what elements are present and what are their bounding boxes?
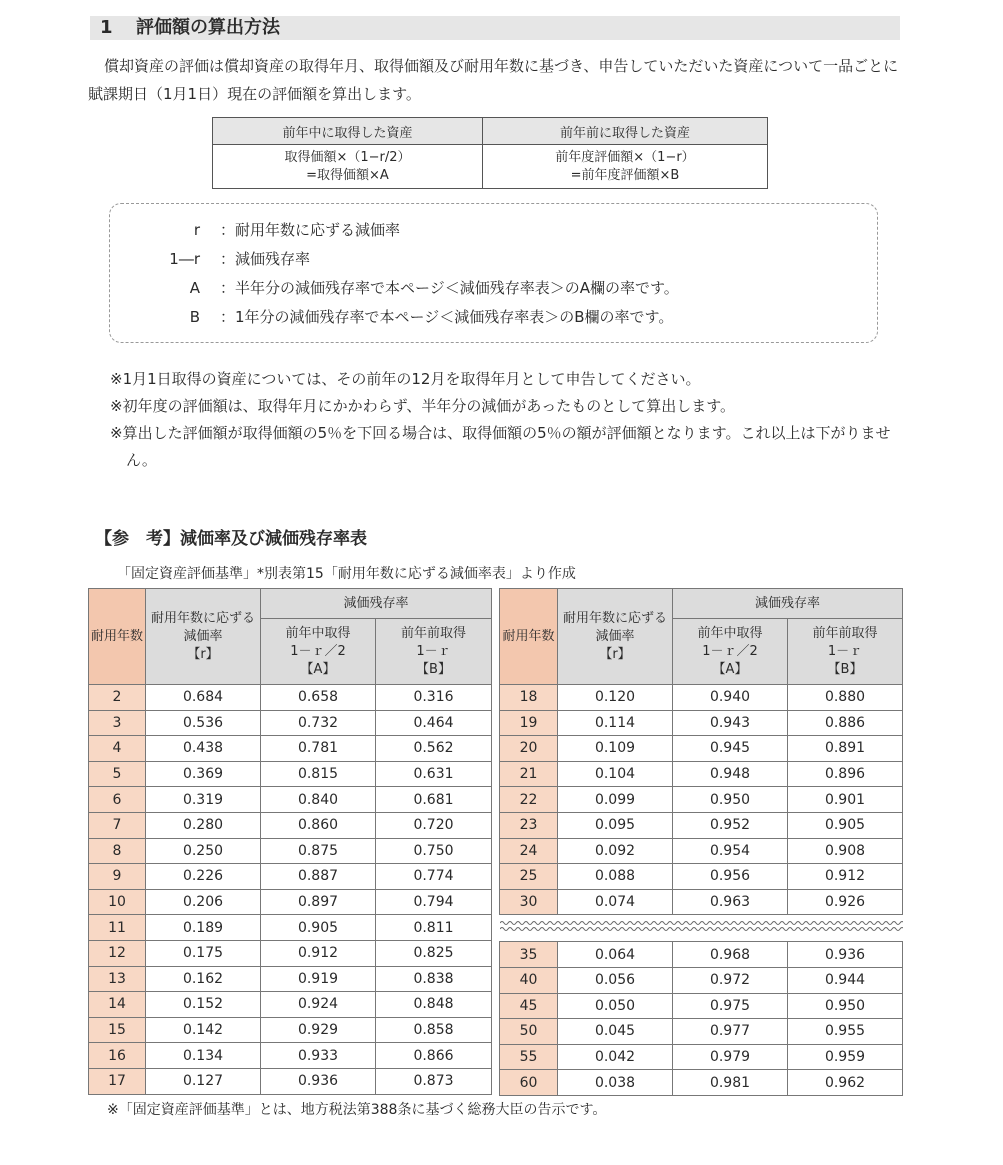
table-cell: 0.050 <box>558 993 673 1019</box>
header-rate-label: 耐用年数に応ずる減価率 <box>150 610 255 644</box>
table-cell: 0.064 <box>558 942 673 968</box>
legend-symbol: r <box>193 221 200 239</box>
rate-table-right-body <box>500 685 903 1096</box>
table-cell: 0.860 <box>261 812 376 838</box>
table-cell: 0.929 <box>261 1017 376 1043</box>
table-cell: 0.464 <box>376 710 492 736</box>
section-title: 評価額の算出方法 <box>136 17 280 38</box>
table-cell: 0.438 <box>146 736 261 762</box>
table-cell: 0.954 <box>673 838 788 864</box>
table-cell: 0.142 <box>146 1017 261 1043</box>
table-cell: 0.924 <box>261 992 376 1018</box>
header-rate-label: 耐用年数に応ずる減価率 <box>562 610 667 644</box>
section-heading <box>90 16 900 40</box>
table-cell: 0.948 <box>673 761 788 787</box>
cell-years: 2 <box>89 685 146 711</box>
header-col-a-formula: 1－ｒ／2 <box>290 643 346 659</box>
header-col-b-label: 前年前取得 <box>401 625 467 641</box>
table-cell: 0.905 <box>261 915 376 941</box>
table-cell: 0.732 <box>261 710 376 736</box>
rate-table-right <box>499 588 903 1096</box>
header-rate <box>146 589 261 685</box>
notes-list <box>110 366 905 474</box>
legend-text: ：半年分の減価残存率で本ページ＜減価残存率表＞のA欄の率です。 <box>220 279 679 297</box>
table-cell: 0.562 <box>376 736 492 762</box>
table-cell: 0.099 <box>558 787 673 813</box>
table-cell: 0.848 <box>376 992 492 1018</box>
table-cell: 0.114 <box>558 710 673 736</box>
header-residual: 減価残存率 <box>673 589 903 619</box>
table-cell: 0.955 <box>788 1019 903 1045</box>
table-cell: 0.045 <box>558 1019 673 1045</box>
table-cell: 0.873 <box>376 1068 492 1094</box>
cell-years: 60 <box>500 1070 558 1096</box>
table-row <box>89 838 492 864</box>
cell-years: 40 <box>500 967 558 993</box>
legend-text: ：耐用年数に応ずる減価率 <box>220 221 401 239</box>
table-row <box>500 761 903 787</box>
cell-years: 22 <box>500 787 558 813</box>
table-cell: 0.933 <box>261 1043 376 1069</box>
table-cell: 0.975 <box>673 993 788 1019</box>
formula-cell-current <box>213 145 483 189</box>
table-row <box>500 864 903 890</box>
table-row <box>89 812 492 838</box>
table-row <box>500 1019 903 1045</box>
table-cell: 0.720 <box>376 812 492 838</box>
header-rate <box>558 589 673 685</box>
table-row <box>500 838 903 864</box>
table-cell: 0.977 <box>673 1019 788 1045</box>
header-col-b-symbol: 【B】 <box>827 661 863 677</box>
table-cell: 0.189 <box>146 915 261 941</box>
table-cell: 0.316 <box>376 685 492 711</box>
cell-years: 15 <box>89 1017 146 1043</box>
table-cell: 0.962 <box>788 1070 903 1096</box>
table-cell: 0.926 <box>788 889 903 915</box>
table-cell: 0.175 <box>146 940 261 966</box>
section-number: 1 <box>100 17 113 38</box>
wavy-line-icon <box>500 915 903 937</box>
table-row <box>500 812 903 838</box>
table-cell: 0.840 <box>261 787 376 813</box>
formula-table <box>212 117 768 189</box>
table-cell: 0.038 <box>558 1070 673 1096</box>
table-row <box>89 1043 492 1069</box>
cell-years: 55 <box>500 1044 558 1070</box>
table-cell: 0.981 <box>673 1070 788 1096</box>
cell-years: 7 <box>89 812 146 838</box>
table-cell: 0.886 <box>788 710 903 736</box>
table-cell: 0.897 <box>261 889 376 915</box>
table-cell: 0.912 <box>261 940 376 966</box>
table-cell: 0.945 <box>673 736 788 762</box>
rate-table-left <box>88 588 492 1095</box>
formula-line: 取得価額×（1−r/2） <box>284 150 411 165</box>
note-item: ※算出した評価額が取得価額の5％を下回る場合は、取得価額の5％の額が評価額となります。これ以上は下がりません。 <box>110 424 891 469</box>
table-cell: 0.880 <box>788 685 903 711</box>
table-row <box>89 940 492 966</box>
table-cell: 0.042 <box>558 1044 673 1070</box>
table-cell: 0.774 <box>376 864 492 890</box>
cell-years: 11 <box>89 915 146 941</box>
cell-years: 30 <box>500 889 558 915</box>
cell-years: 21 <box>500 761 558 787</box>
table-cell: 0.912 <box>788 864 903 890</box>
header-col-a-symbol: 【A】 <box>300 661 336 677</box>
cell-years: 35 <box>500 942 558 968</box>
table-cell: 0.120 <box>558 685 673 711</box>
header-rate-symbol: 【r】 <box>599 646 631 662</box>
cell-years: 20 <box>500 736 558 762</box>
footnote: ※「固定資産評価基準」とは、地方税法第388条に基づく総務大臣の告示です。 <box>107 1102 607 1118</box>
legend-symbol: B <box>189 308 200 326</box>
rate-table-left-body <box>89 685 492 1095</box>
formula-header-previous: 前年前に取得した資産 <box>482 118 767 145</box>
table-cell: 0.206 <box>146 889 261 915</box>
table-cell: 0.319 <box>146 787 261 813</box>
table-row <box>89 761 492 787</box>
cell-years: 3 <box>89 710 146 736</box>
table-row <box>89 710 492 736</box>
cell-years: 12 <box>89 940 146 966</box>
table-cell: 0.750 <box>376 838 492 864</box>
table-cell: 0.940 <box>673 685 788 711</box>
intro-paragraph: 償却資産の評価は償却資産の取得年月、取得価額及び耐用年数に基づき、申告していただいた資産について一品ごとに賦課期日（1月1日）現在の評価額を算出します。 <box>88 57 899 103</box>
table-row <box>89 1017 492 1043</box>
table-cell: 0.950 <box>788 993 903 1019</box>
table-cell: 0.536 <box>146 710 261 736</box>
table-row <box>89 966 492 992</box>
table-row <box>89 1068 492 1094</box>
cell-years: 24 <box>500 838 558 864</box>
table-cell: 0.369 <box>146 761 261 787</box>
reference-title: 【参 考】減価率及び減価残存率表 <box>95 529 367 549</box>
table-cell: 0.631 <box>376 761 492 787</box>
cell-years: 18 <box>500 685 558 711</box>
table-cell: 0.959 <box>788 1044 903 1070</box>
table-cell: 0.866 <box>376 1043 492 1069</box>
table-row <box>500 736 903 762</box>
table-row <box>89 864 492 890</box>
cell-years: 14 <box>89 992 146 1018</box>
cell-years: 4 <box>89 736 146 762</box>
table-cell: 0.968 <box>673 942 788 968</box>
header-col-b <box>788 619 903 685</box>
cell-years: 17 <box>89 1068 146 1094</box>
table-cell: 0.891 <box>788 736 903 762</box>
table-cell: 0.919 <box>261 966 376 992</box>
table-cell: 0.905 <box>788 812 903 838</box>
table-cell: 0.943 <box>673 710 788 736</box>
table-break <box>500 915 903 942</box>
table-cell: 0.658 <box>261 685 376 711</box>
table-cell: 0.104 <box>558 761 673 787</box>
header-col-b-symbol: 【B】 <box>416 661 451 677</box>
table-cell: 0.979 <box>673 1044 788 1070</box>
cell-years: 6 <box>89 787 146 813</box>
cell-years: 5 <box>89 761 146 787</box>
table-row <box>89 889 492 915</box>
table-cell: 0.972 <box>673 967 788 993</box>
table-cell: 0.838 <box>376 966 492 992</box>
legend-symbol: 1―r <box>169 250 200 268</box>
header-col-b-formula: 1－ｒ <box>827 643 863 659</box>
cell-years: 10 <box>89 889 146 915</box>
header-col-b-formula: 1－ｒ <box>416 643 451 659</box>
table-cell: 0.134 <box>146 1043 261 1069</box>
table-cell: 0.858 <box>376 1017 492 1043</box>
table-row <box>500 967 903 993</box>
note-item: ※初年度の評価額は、取得年月にかかわらず、半年分の減価があったものとして算出します。 <box>110 397 736 415</box>
cell-years: 19 <box>500 710 558 736</box>
formula-line: =取得価額×A <box>306 168 389 183</box>
header-col-a-symbol: 【A】 <box>712 661 748 677</box>
table-cell: 0.095 <box>558 812 673 838</box>
table-cell: 0.887 <box>261 864 376 890</box>
table-cell: 0.794 <box>376 889 492 915</box>
formula-line: 前年度評価額×（1−r） <box>555 150 695 165</box>
table-cell: 0.956 <box>673 864 788 890</box>
table-cell: 0.875 <box>261 838 376 864</box>
table-cell: 0.952 <box>673 812 788 838</box>
table-cell: 0.092 <box>558 838 673 864</box>
table-cell: 0.127 <box>146 1068 261 1094</box>
table-row <box>89 685 492 711</box>
table-row <box>89 992 492 1018</box>
table-cell: 0.088 <box>558 864 673 890</box>
legend-box <box>109 203 878 343</box>
table-cell: 0.963 <box>673 889 788 915</box>
cell-years: 23 <box>500 812 558 838</box>
table-cell: 0.162 <box>146 966 261 992</box>
table-row <box>89 915 492 941</box>
header-years: 耐用年数 <box>89 589 146 685</box>
wavy-break-line <box>500 915 903 942</box>
header-rate-symbol: 【r】 <box>187 646 219 662</box>
cell-years: 9 <box>89 864 146 890</box>
table-cell: 0.936 <box>261 1068 376 1094</box>
table-cell: 0.896 <box>788 761 903 787</box>
table-row <box>500 993 903 1019</box>
table-row <box>500 787 903 813</box>
header-col-b <box>376 619 492 685</box>
cell-years: 50 <box>500 1019 558 1045</box>
formula-line: =前年度評価額×B <box>570 168 680 183</box>
table-row <box>500 889 903 915</box>
table-cell: 0.109 <box>558 736 673 762</box>
header-col-a-label: 前年中取得 <box>285 625 351 641</box>
table-cell: 0.825 <box>376 940 492 966</box>
table-row <box>500 710 903 736</box>
table-cell: 0.074 <box>558 889 673 915</box>
header-col-a-formula: 1－ｒ／2 <box>702 643 758 659</box>
table-row <box>500 1070 903 1096</box>
header-col-a-label: 前年中取得 <box>697 625 763 641</box>
table-cell: 0.944 <box>788 967 903 993</box>
cell-years: 25 <box>500 864 558 890</box>
cell-years: 16 <box>89 1043 146 1069</box>
reference-source: 「固定資産評価基準」*別表第15「耐用年数に応ずる減価率表」より作成 <box>117 566 576 582</box>
table-cell: 0.056 <box>558 967 673 993</box>
formula-header-current: 前年中に取得した資産 <box>213 118 483 145</box>
table-cell: 0.811 <box>376 915 492 941</box>
table-cell: 0.250 <box>146 838 261 864</box>
table-cell: 0.950 <box>673 787 788 813</box>
cell-years: 8 <box>89 838 146 864</box>
table-cell: 0.815 <box>261 761 376 787</box>
table-cell: 0.908 <box>788 838 903 864</box>
table-cell: 0.226 <box>146 864 261 890</box>
table-cell: 0.280 <box>146 812 261 838</box>
header-years: 耐用年数 <box>500 589 558 685</box>
cell-years: 13 <box>89 966 146 992</box>
header-residual: 減価残存率 <box>261 589 492 619</box>
legend-text: ：減価残存率 <box>220 250 311 268</box>
table-cell: 0.901 <box>788 787 903 813</box>
table-cell: 0.781 <box>261 736 376 762</box>
table-row <box>89 736 492 762</box>
table-cell: 0.152 <box>146 992 261 1018</box>
table-cell: 0.936 <box>788 942 903 968</box>
header-col-a <box>673 619 788 685</box>
legend-text: ：1年分の減価残存率で本ページ＜減価残存率表＞のB欄の率です。 <box>220 308 674 326</box>
legend-symbol: A <box>189 279 200 297</box>
table-row <box>500 685 903 711</box>
table-row <box>500 1044 903 1070</box>
note-item: ※1月1日取得の資産については、その前年の12月を取得年月として申告してください。 <box>110 370 701 388</box>
cell-years: 45 <box>500 993 558 1019</box>
table-cell: 0.681 <box>376 787 492 813</box>
table-row <box>89 787 492 813</box>
header-col-b-label: 前年前取得 <box>812 625 878 641</box>
header-col-a <box>261 619 376 685</box>
table-row <box>500 942 903 968</box>
formula-cell-previous <box>482 145 767 189</box>
table-cell: 0.684 <box>146 685 261 711</box>
